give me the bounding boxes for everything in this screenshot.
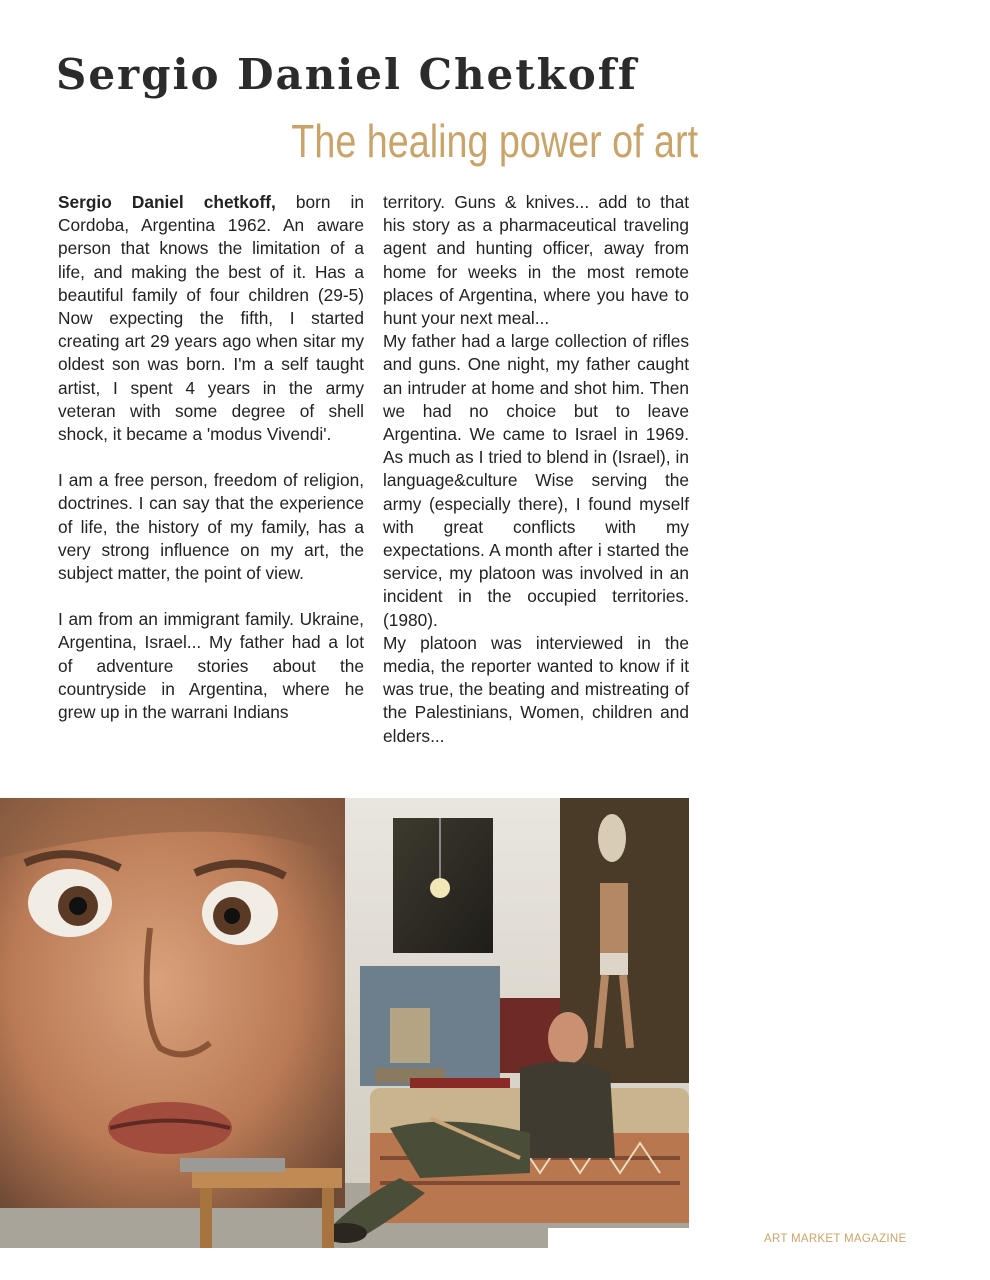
lead-name: Sergio Daniel chetkoff, (58, 192, 276, 212)
article-paragraph: I am a free person, freedom of religion, doctrines. I can say that the experience of life, the history of my family, has a very strong influence on my art, the subject matter, the point of view. (58, 470, 364, 584)
face-painting (0, 798, 345, 1208)
article-paragraph: My platoon was interviewed in the media, the reporter wanted to know if it was true, the beating and mistreating of the Palestinians, Women, children and elders... (383, 632, 689, 746)
lead-text: born in Cordoba, Argentina 1962. An aware person that knows the limitation of a life, and making the best of it. Has a beautiful family of four children (29-5) Now expecting the fifth, I started creating art 29 years ago when sitar my oldest son was born. I'm a self taught artist, I spent 4 years in the army veteran with some degree of shell shock, it became a 'modus Vivendi'. (58, 192, 364, 445)
bust-painting (360, 966, 500, 1086)
article-paragraph: My father had a large collection of rifles and guns. One night, my father caught an intruder at home and shot him. Then we had no choice but to leave Argentina. We came to Israel in 1969. As much as I tried to blend in (Israel), in language&culture Wise serving the army (especially there), I found myself with great conflicts with my expectations. A month after i started the service, my platoon was involved in an incident in the occupied territories. (1980). (383, 331, 689, 630)
page-subtitle: The healing power of art (291, 115, 698, 167)
article-paragraph: I am from an immigrant family. Ukraine, Argentina, Israel... My father had a lot of adventure stories about the countryside in Argentina, where he grew up in the warrani Indians (58, 609, 364, 723)
magazine-footer: ART MARKET MAGAZINE (764, 1233, 907, 1245)
studio-photo (0, 798, 689, 1248)
lightbulb-painting (393, 818, 493, 953)
article-paragraph: territory. Guns & knives... add to that his story as a pharmaceutical traveling agent and hunting officer, away from home for weeks in the most remote places of Argentina, where you have to hunt your next meal... (383, 192, 689, 329)
studio-photo-illustration (0, 798, 689, 1248)
page-title: Sergio Daniel Chetkoff (56, 50, 638, 99)
article-paragraph (58, 191, 364, 446)
article-column-left (58, 191, 364, 724)
article-column-right (383, 191, 689, 748)
